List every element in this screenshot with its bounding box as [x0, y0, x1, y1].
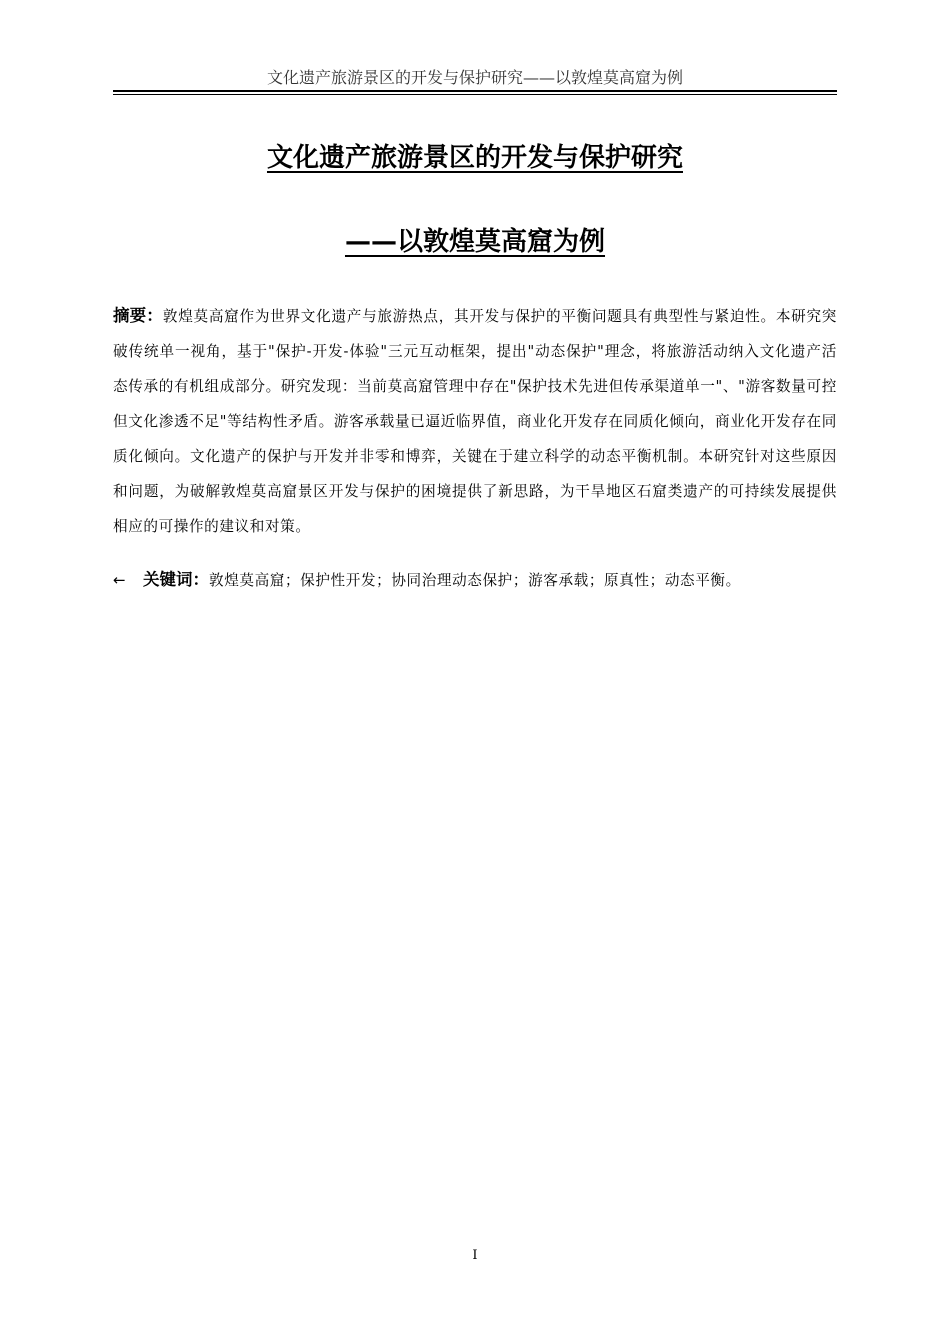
paragraph-return-icon: ← [113, 571, 126, 589]
abstract-paragraph [113, 298, 837, 544]
keywords-text: 敦煌莫高窟；保护性开发；协同治理动态保护；游客承载；原真性；动态平衡。 [209, 572, 741, 589]
keywords-label: 关键词： [143, 570, 209, 589]
subtitle-bold-part: ——以敦 [344, 227, 449, 257]
subtitle-regular-part: 煌莫高窟为例 [449, 227, 606, 257]
keywords-line [113, 563, 837, 598]
running-header: 文化遗产旅游景区的开发与保护研究——以敦煌莫高窟为例 [266, 68, 683, 87]
abstract-label: 摘要： [113, 306, 163, 325]
abstract-text: 敦煌莫高窟作为世界文化遗产与旅游热点，其开发与保护的平衡问题具有典型性与紧迫性。本研究突破传统单一视角，基于"保护-开发-体验"三元互动框架，提出"动态保护"理念，将旅游活动纳入文化遗产活态传承的有机组成部分。研究发现：当前莫高窟管理中存在"保护技术先进但传承渠道单一"、"游客数量可控但文化渗透不足"等结构性矛盾。游客承载量已逼近临界值，商业化开发存在同质化倾向，商业化开发存在同质化倾向。文化遗产的保护与开发并非零和博弈，关键在于建立科学的动态平衡机制。本研究针对这些原因和问题，为破解敦煌莫高窟景区开发与保护的困境提供了新思路，为干旱地区石窟类遗产的可持续发展提供相应的可操作的建议和对策。 [113, 308, 837, 535]
header-rule [113, 90, 837, 92]
page-title: 文化遗产旅游景区的开发与保护研究 [266, 143, 683, 173]
page-number: I [472, 1248, 478, 1263]
header-rule-thin [113, 94, 837, 95]
page-subtitle [113, 224, 837, 260]
